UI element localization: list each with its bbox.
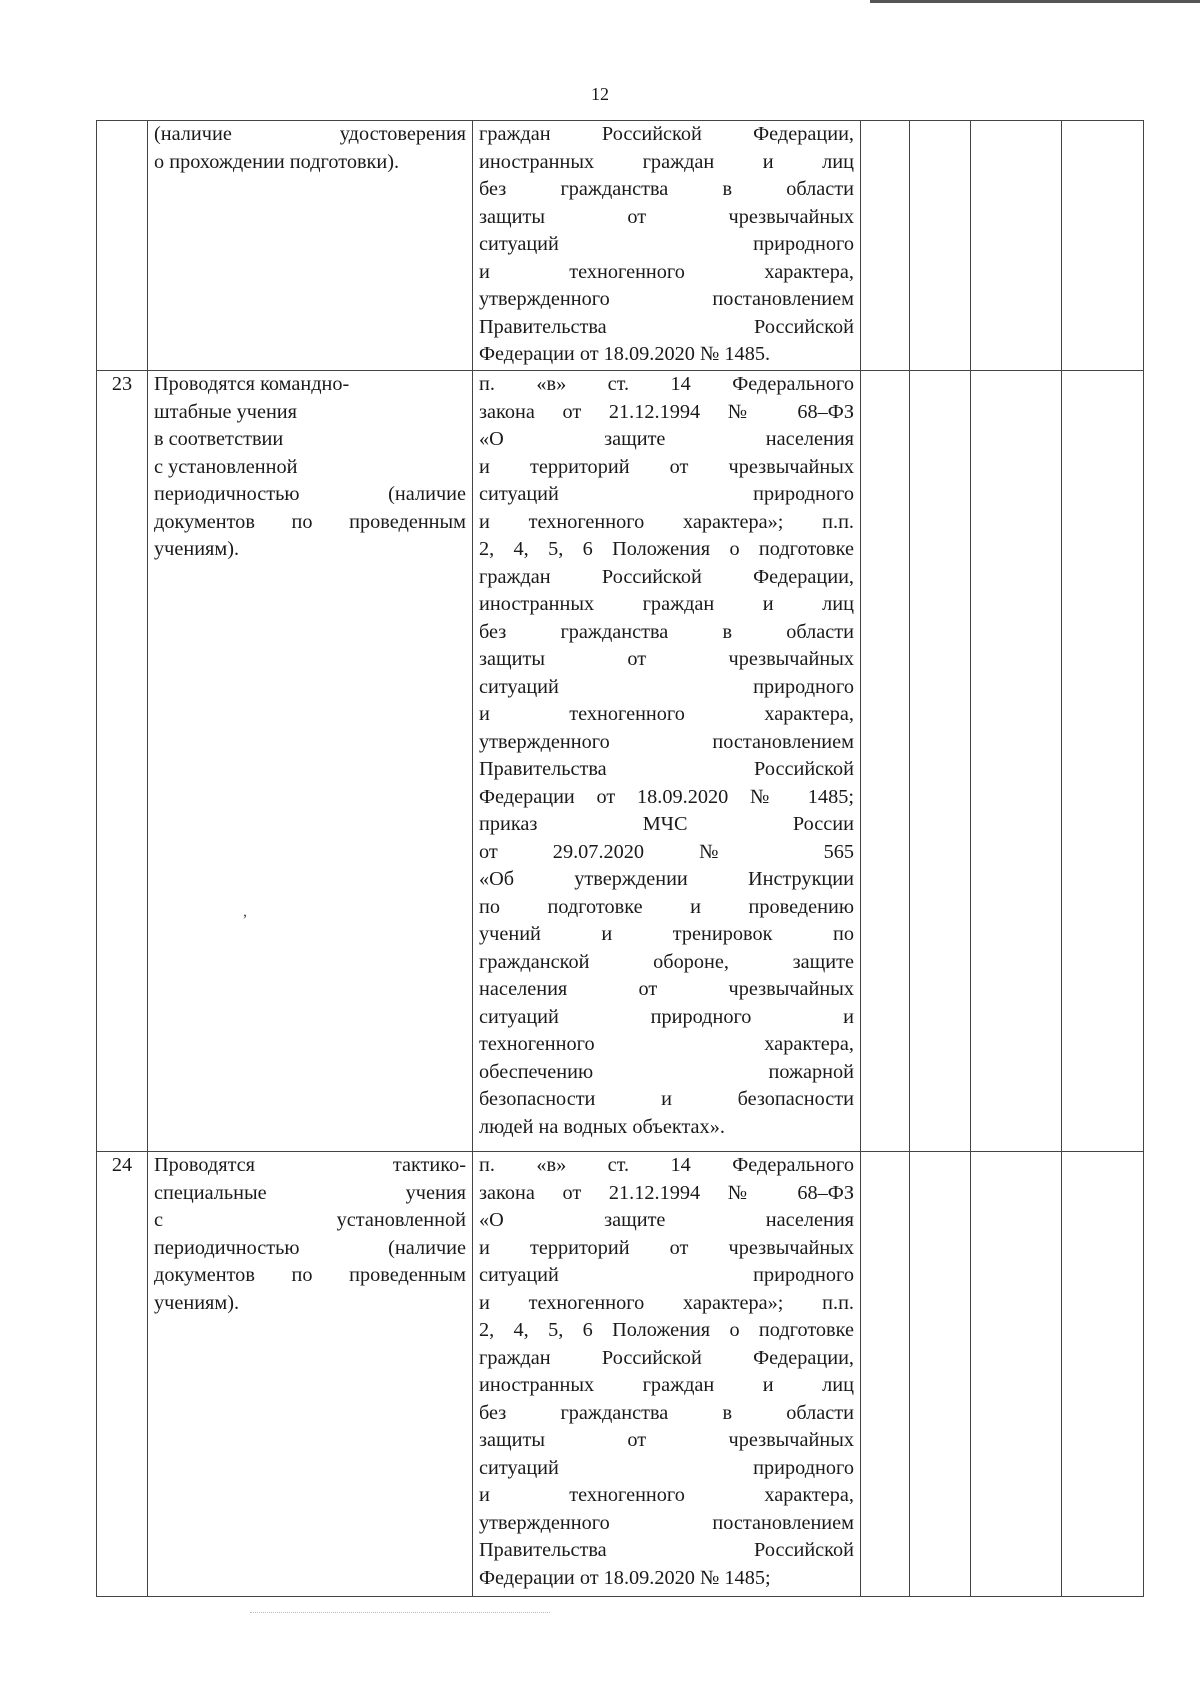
text-line: п. «в» ст. 14 Федерального xyxy=(479,373,854,395)
text-line: от 29.07.2020 № 565 xyxy=(479,840,854,863)
answer-no-cell[interactable] xyxy=(910,121,971,371)
row-number-cell xyxy=(97,121,148,371)
text-line: Правительства Российской xyxy=(479,758,854,780)
text-line: (наличие удостоверения xyxy=(154,123,466,145)
checklist-table xyxy=(96,120,1144,1597)
not-applicable-cell[interactable] xyxy=(971,1152,1062,1597)
note-cell[interactable] xyxy=(1062,1152,1144,1597)
text-line: граждан Российской Федерации, xyxy=(479,1346,854,1369)
text-line: периодичностью (наличие xyxy=(154,483,466,505)
text-line: Проводятся тактико- xyxy=(154,1154,466,1176)
text-line: граждан Российской Федерации, xyxy=(479,565,854,588)
table-row xyxy=(97,121,1144,371)
text-line: с установленной xyxy=(154,1209,466,1231)
text-line: утвержденного постановлением xyxy=(479,288,854,310)
text-line: документов по проведенным xyxy=(154,1264,466,1286)
text-line: Федерации от 18.09.2020 № 1485; xyxy=(479,1566,771,1589)
text-line: «О защите населения xyxy=(479,1209,854,1231)
requirement-cell xyxy=(148,1152,473,1597)
table-body xyxy=(97,121,1144,1597)
text-line: техногенного характера, xyxy=(479,1033,854,1055)
row-number-cell: 24 xyxy=(97,1152,148,1597)
text-line: с установленной xyxy=(154,455,298,478)
text-line: Проводятся командно- xyxy=(154,373,350,395)
text-line: п. «в» ст. 14 Федерального xyxy=(479,1154,854,1176)
text-line: защиты от чрезвычайных xyxy=(479,648,854,670)
text-line: без гражданства в области xyxy=(479,178,854,200)
text-line: без гражданства в области xyxy=(479,1401,854,1424)
text-line: «О защите населения xyxy=(479,428,854,450)
text-line: утвержденного постановлением xyxy=(479,1511,854,1534)
stray-scan-mark: , xyxy=(243,903,247,920)
text-line: иностранных граждан и лиц xyxy=(479,150,854,173)
legal-basis-cell xyxy=(473,1152,861,1597)
requirement-cell xyxy=(148,121,473,371)
text-line: учениям). xyxy=(154,538,240,560)
text-line: по подготовке и проведению xyxy=(479,895,854,918)
not-applicable-cell[interactable] xyxy=(971,121,1062,371)
text-line: и территорий от чрезвычайных xyxy=(479,455,854,478)
text-line: утвержденного постановлением xyxy=(479,730,854,753)
text-line: Правительства Российской xyxy=(479,1539,854,1561)
note-cell[interactable] xyxy=(1062,371,1144,1152)
text-line: Федерации от 18.09.2020 № 1485; xyxy=(479,785,854,808)
text-line: и техногенного характера»; п.п. xyxy=(479,510,854,533)
text-line: людей на водных объектах». xyxy=(479,1115,725,1138)
text-line: штабные учения xyxy=(154,400,297,423)
text-line: 2, 4, 5, 6 Положения о подготовке xyxy=(479,538,854,560)
text-line: иностранных граждан и лиц xyxy=(479,593,854,615)
text-line: периодичностью (наличие xyxy=(154,1236,466,1259)
text-line: о прохождении подготовки). xyxy=(154,150,400,173)
text-line: ситуаций природного xyxy=(479,233,854,255)
text-line: Правительства Российской xyxy=(479,315,854,338)
text-line: защиты от чрезвычайных xyxy=(479,205,854,228)
text-line: и техногенного характера, xyxy=(479,260,854,283)
text-line: учениям). xyxy=(154,1291,240,1314)
not-applicable-cell[interactable] xyxy=(971,371,1062,1152)
text-line: «Об утверждении Инструкции xyxy=(479,868,854,890)
text-line: ситуаций природного и xyxy=(479,1005,854,1028)
text-line: без гражданства в области xyxy=(479,620,854,643)
answer-yes-cell[interactable] xyxy=(861,371,910,1152)
text-line: учений и тренировок по xyxy=(479,923,854,945)
text-line: населения от чрезвычайных xyxy=(479,978,854,1000)
table-row xyxy=(97,1152,1144,1597)
text-line: в соответствии xyxy=(154,428,284,450)
answer-yes-cell[interactable] xyxy=(861,1152,910,1597)
text-line: гражданской обороне, защите xyxy=(479,950,854,973)
text-line: и техногенного характера, xyxy=(479,1484,854,1506)
row-number-cell: 23 xyxy=(97,371,148,1152)
text-line: закона от 21.12.1994 № 68–ФЗ xyxy=(479,400,854,423)
legal-basis-cell xyxy=(473,371,861,1152)
text-line: ситуаций природного xyxy=(479,1456,854,1479)
text-line: и техногенного характера»; п.п. xyxy=(479,1291,854,1314)
text-line: специальные учения xyxy=(154,1181,466,1204)
text-line: закона от 21.12.1994 № 68–ФЗ xyxy=(479,1181,854,1204)
text-line: документов по проведенным xyxy=(154,510,466,533)
text-line: обеспечению пожарной xyxy=(479,1060,854,1083)
requirement-cell xyxy=(148,371,473,1152)
text-line: ситуаций природного xyxy=(479,483,854,505)
text-line: безопасности и безопасности xyxy=(479,1088,854,1110)
text-line: 2, 4, 5, 6 Положения о подготовке xyxy=(479,1319,854,1341)
text-line: ситуаций природного xyxy=(479,1264,854,1286)
answer-yes-cell[interactable] xyxy=(861,121,910,371)
text-line: граждан Российской Федерации, xyxy=(479,123,854,145)
text-line: Федерации от 18.09.2020 № 1485. xyxy=(479,343,771,365)
answer-no-cell[interactable] xyxy=(910,371,971,1152)
text-line: иностранных граждан и лиц xyxy=(479,1374,854,1396)
note-cell[interactable] xyxy=(1062,121,1144,371)
text-line: и территорий от чрезвычайных xyxy=(479,1236,854,1259)
scan-artifact xyxy=(250,1612,550,1614)
answer-no-cell[interactable] xyxy=(910,1152,971,1597)
legal-basis-cell xyxy=(473,121,861,371)
table-row xyxy=(97,371,1144,1152)
text-line: приказ МЧС России xyxy=(479,813,854,835)
page-number: 12 xyxy=(591,84,609,104)
scan-edge-line xyxy=(870,0,1200,3)
text-line: и техногенного характера, xyxy=(479,703,854,725)
text-line: защиты от чрезвычайных xyxy=(479,1429,854,1451)
text-line: ситуаций природного xyxy=(479,675,854,698)
